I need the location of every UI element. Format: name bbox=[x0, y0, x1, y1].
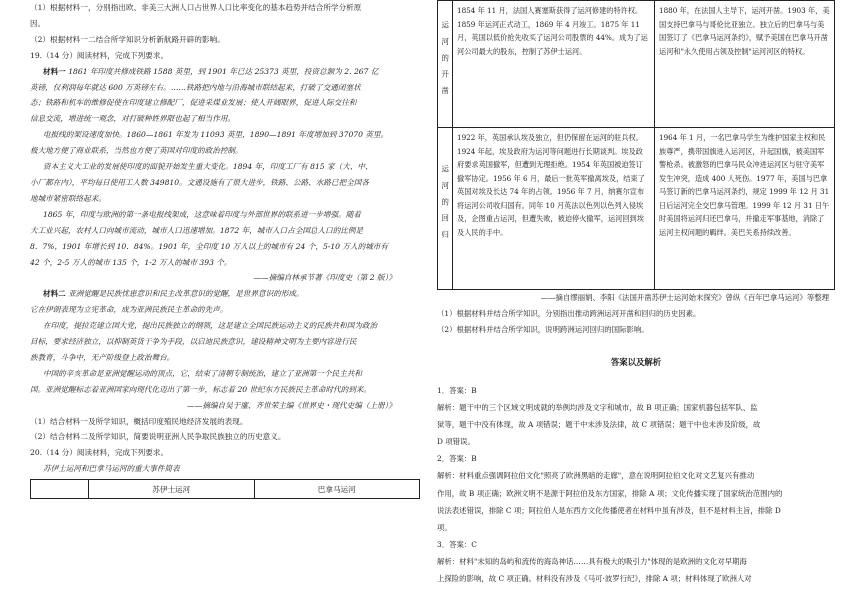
text-line-content: 态；铁路和机车的维修促使在印度建立修配厂，促进采煤业发展；使人开阔眼界，促进人际交往和 bbox=[30, 98, 357, 108]
suez-return-cell: 1922 年，英国承认埃及独立，但仍保留在运河的驻兵权。1924 年起，埃及政府为运河等问题进行长期谈判。埃及政府要求英国撤军，但遭到无理拒绝。1954 年英国被迫签订撤军协定。1956 年 6 月，最后一批英军撤离埃及，结束了英国对埃及长达 74 年的占领。1956 年 7 月，纳赛尔宣布将运河公司收归国有。同年 10 月英法以色列以色列入侵埃及，企图重占运河，但遭失败，被迫停火撤军，运河回到埃及人民的手中。 bbox=[453, 128, 655, 290]
text-line bbox=[30, 334, 420, 350]
answer-line: D 项错误。 bbox=[437, 437, 475, 447]
panama-return-cell: 1964 年 1 月，一名巴拿马学生为维护国家主权和民族尊严，携带国旗进入运河区，升起国旗，被美国军警枪杀。被激怒的巴拿马民众冲进运河区与驻守美军发生冲突，造成 400 人死伤。1977 年，美国与巴拿马签订新的巴拿马运河条约，规定 1999 年 12 月 31 日后运河完全交巴拿马管理。1999 年 12 月 31 日午时美国将运河归还巴拿马，并撤走军事基地，消除了运河主权问题的羁绊。美巴关系持续改善。 bbox=[655, 128, 835, 290]
text-line-content: （2）结合材料二及所学知识，简要说明亚洲人民争取民族独立的历史意义。 bbox=[30, 432, 286, 442]
table-row bbox=[438, 1, 835, 128]
text-line bbox=[30, 445, 420, 461]
left-column bbox=[30, 0, 420, 499]
answer-line: 解析：材料"未知的岛屿和流传的海岛神话……具有极大的吸引力"体现的是欧洲的文化对早期海 bbox=[437, 556, 747, 566]
row-head-return: 运河的回归 bbox=[438, 128, 453, 290]
left-text-block bbox=[30, 0, 420, 477]
suez-opening-cell: 1854 年 11 月，法国人赛塞斯获得了运河修建的特许权。1859 年运河正式动工，1869 年 4 月竣工。1875 年 11 月，英国以低价抢先收买了运河公司股票的 44%。成为了运河公司最大的股东，控制了苏伊士运河。 bbox=[453, 1, 655, 128]
text-line-content: 在印度，提拉克建立国大党，提出民族独立的纲领，这是建立全国民族运动主义的民族共和国为政治 bbox=[43, 321, 378, 331]
text-line bbox=[30, 350, 420, 366]
text-line bbox=[30, 255, 420, 271]
suez-header: 苏伊士运河 bbox=[89, 480, 255, 499]
text-line-content: 20.（14 分）阅读材料，完成下列要求。 bbox=[30, 448, 169, 458]
text-line bbox=[30, 398, 420, 414]
text-line-content: 1861 年印度共修成铁路 1588 英里，到 1901 年已达 25373 英里，投资总额为 2. 267 亿 bbox=[68, 66, 379, 76]
text-line bbox=[30, 32, 420, 48]
answer-line: 2．答案：B bbox=[437, 454, 477, 464]
text-line-content: 信息交流，增进统一观念，对打破种姓界限也起了相当作用。 bbox=[30, 114, 236, 124]
table-corner-cell bbox=[31, 480, 89, 499]
text-line-content: 地城市紧密联络起来。 bbox=[30, 193, 106, 203]
answer-line: 1．答案：B bbox=[437, 386, 477, 395]
text-line-content: 英镑，仅利润每年就达 600 万英镑左右。……铁路把内地与沿海城市联结起来，打破了交通闭塞状 bbox=[30, 82, 361, 92]
answers-block bbox=[437, 382, 835, 587]
answer-line: 解析：题干中的三个区域文明成就的举例均涉及文字和城市，故 B 项正确；国家机器包括军队、监 bbox=[437, 403, 758, 413]
text-line-content: 小厂都在内），平均每日使用工人数 349810。文通设施有了很大进步，铁路、公路、水路已把全国各 bbox=[30, 177, 369, 187]
material-label: 材料一 bbox=[43, 66, 66, 76]
question-2: （2）根据材料并结合所学知识，说明跨洲运河回归的国际影响。 bbox=[437, 325, 649, 334]
text-line bbox=[30, 318, 420, 334]
text-line-content: 目标，要求经济独立，以抑制英货干争为手段，以启迪民族意识，建设精神文明为主要内容进行民 bbox=[30, 337, 357, 347]
canal-events-table bbox=[437, 0, 835, 290]
text-line bbox=[30, 127, 420, 143]
panama-opening-cell: 1880 年，在法国人主导下，运河开凿。1903 年，美国支持巴拿马与哥伦比亚独立。独立后的巴拿马与美国签订了《巴拿马运河条约》，赋予美国在巴拿马开凿运河和"永久使用占领及控制"运河河区的特权。 bbox=[655, 1, 835, 128]
text-line bbox=[30, 159, 420, 175]
text-line bbox=[30, 111, 420, 127]
text-line bbox=[30, 16, 420, 32]
text-line bbox=[30, 414, 420, 430]
text-line bbox=[30, 366, 420, 382]
text-line-content: 19.（14 分）阅读材料，完成下列要求。 bbox=[30, 50, 169, 60]
answer-line: 狱等，题干中没有体现，故 A 项错误；题干中未涉及法律，故 C 项错误；题干中也未涉及阶级，故 bbox=[437, 420, 761, 430]
text-line-content: 国。亚洲觉醒标志着亚洲国家向现代化迈出了第一步，标志着 20 世纪东方民族民主革命时代的到来。 bbox=[30, 384, 372, 394]
text-line bbox=[30, 223, 420, 239]
text-line bbox=[30, 64, 420, 80]
text-line bbox=[30, 175, 420, 191]
answer-line: 项。 bbox=[437, 522, 452, 532]
text-line bbox=[30, 429, 420, 445]
material-label: 材料二 bbox=[43, 289, 66, 299]
text-line-content: ——摘编自吴于廑、齐世荣主编《世界史・现代史编（上册）》 bbox=[187, 400, 396, 410]
answer-line: 上探险的影响，故 C 项正确。材料没有涉及《马可·波罗行纪》，排除 A 项；材料体现了欧洲人对 bbox=[437, 574, 752, 584]
text-line bbox=[30, 191, 420, 207]
table-source: ——摘自缪丽娟、李阳《法国开凿苏伊士运河始末探究》曾纵《百年巴拿马运河》等整理 bbox=[540, 293, 829, 302]
question-1: （1）根据材料并结合所学知识，分别指出推动跨洲运河开凿和回归的历史因素。 bbox=[437, 309, 701, 318]
text-line-content: 亚洲觉醒是民族忧患意识和民主改革意识的觉醒，是世界意识的形成。 bbox=[68, 289, 304, 299]
text-line-content: （1）结合材料一及所学知识，概括印度殖民地经济发展的表现。 bbox=[30, 416, 248, 426]
text-line-content: 1865 年，印度与欧洲的第一条电报线架成，这意味着印度与外部世界的联系进一步增强。随着 bbox=[43, 209, 361, 219]
text-line-content: 极大地方便了商业联系，当然也方便了英国对印度的政治控制。 bbox=[30, 146, 243, 156]
text-line-content: 8．7%，1901 年增长到 10．84%。1901 年，全印度 10 万人以上的城市有 24 个，5-10 万人的城市有 bbox=[30, 241, 388, 251]
text-line-content: 族教育，斗争中，无产阶级登上政治舞台。 bbox=[30, 352, 175, 362]
answer-line: 3．答案：C bbox=[437, 539, 477, 549]
text-line bbox=[30, 207, 420, 223]
text-line-content: 资本主义大工业的发展使印度的面貌开始发生重大变化。1894 年，印度工厂有 815 家（大、中、 bbox=[43, 162, 373, 172]
text-line bbox=[30, 80, 420, 96]
text-line bbox=[30, 0, 420, 16]
text-line-content: 42 个，2-5 万人的城市 135 个，1-2 万人的城市 393 个。 bbox=[30, 257, 232, 267]
text-line-content: 苏伊士运河和巴拿马运河的重大事件简表 bbox=[43, 464, 180, 474]
text-line-content: 中国的辛亥革命是亚洲觉醒运动的顶点，它，结束了清朝专制统治，建立了亚洲第一个民主共和 bbox=[43, 368, 362, 378]
text-line-content: ——摘编自林承节著《印度史（第 2 版）》 bbox=[253, 273, 396, 283]
text-line-content: （2）根据材料一二结合所学知识分析新航路开辟的影响。 bbox=[30, 34, 225, 44]
text-line bbox=[30, 95, 420, 111]
text-line bbox=[30, 382, 420, 398]
events-table-header bbox=[30, 479, 420, 499]
text-line bbox=[30, 302, 420, 318]
text-line-content: 因。 bbox=[30, 18, 46, 28]
text-line bbox=[30, 270, 420, 286]
answer-line: 解析：材料重点强调阿拉伯文化"照亮了欧洲黑暗的走廊"，意在说明阿拉伯文化对文艺复兴有推动 bbox=[437, 471, 755, 481]
panama-header: 巴拿马运河 bbox=[254, 480, 420, 499]
text-line-content: 电报线的架设速度加快。1860—1861 年发为 11093 英里，1890—1891 年度增加到 37070 英里。 bbox=[43, 130, 389, 140]
right-column bbox=[437, 0, 835, 587]
text-line-content: （1）根据材料一，分别指出欧、非美三大洲人口占世界人口比率变化的基本趋势并结合所学分析原 bbox=[30, 3, 362, 12]
answer-line: 说法表述错误，排除 C 项；阿拉伯人是东西方文化传播使者在材料中虽有涉及，但不是材料主旨，排除 D bbox=[437, 505, 781, 515]
answer-line: 作用，故 B 项正确；欧洲文明不是源于阿拉伯及东方国家，排除 A 项；文化传播实现了国家统治范围内的 bbox=[437, 488, 783, 498]
text-line bbox=[30, 143, 420, 159]
answer-section-title: 答案以及解析 bbox=[610, 357, 662, 367]
text-line bbox=[30, 239, 420, 255]
text-line-content: 大工业兴起，农村人口向城市流动，城市人口迅速增加。1872 年，城市人口占全国总人口的比例是 bbox=[30, 225, 364, 235]
text-line bbox=[30, 286, 420, 302]
table-row bbox=[438, 128, 835, 290]
text-line bbox=[30, 461, 420, 477]
text-line bbox=[30, 48, 420, 64]
text-line-content: 它在伊朗表现为立宪革命，成为亚洲民族民主革命的先声。 bbox=[30, 305, 228, 315]
row-head-opening: 运河的开凿 bbox=[438, 1, 453, 128]
